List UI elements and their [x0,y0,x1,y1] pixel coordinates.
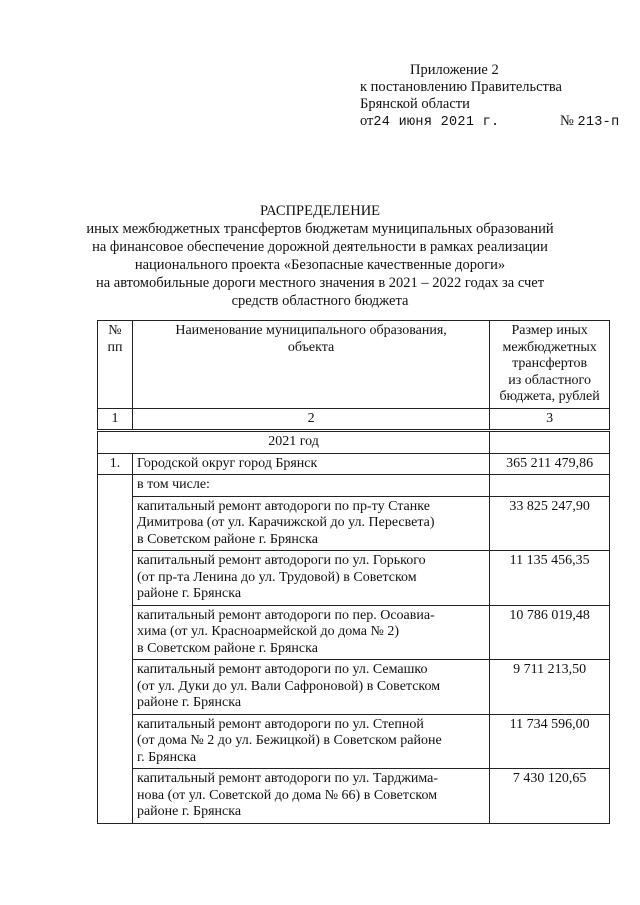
date-line [360,113,620,131]
header-name [132,321,489,409]
object-name [132,551,489,606]
object-name-line: в Советском районе г. Брянска [136,531,318,547]
number-prefix: № [560,113,574,129]
object-name [132,769,489,824]
object-name-line: г. Брянска [136,749,197,765]
object-name-line: хима (от ул. Красноармейской до дома № 2) [136,624,400,639]
title-line: на автомобильные дороги местного значения в 2021 – 2022 годах за счет [95,275,545,291]
decree-number [560,113,619,131]
object-amount: 11 734 596,00 [490,714,610,769]
table-row [98,714,610,769]
including-row [98,475,610,497]
object-name-line: (от дома № 2 до ул. Бежицкой) в Советском районе [136,733,442,748]
object-name-line: капитальный ремонт автодороги по ул. Семашко [136,662,428,677]
header-amount [490,321,610,409]
header-number [98,321,133,409]
document-title [80,202,560,310]
year-label: 2021 год [98,431,490,454]
decree-reference: к постановлению Правительства [360,79,562,95]
row-number: 1. [98,453,133,475]
table-row [98,605,610,660]
municipality-name: Городской округ город Брянск [132,453,489,475]
header-text: межбюджетных [502,339,597,355]
document-header [360,62,620,131]
including-label: в том числе: [132,475,489,497]
column-number-row [98,408,610,431]
object-name-line: (от ул. Дуки до ул. Вали Сафроновой) в Советском [136,678,441,694]
municipality-row [98,453,610,475]
object-name-line: капитальный ремонт автодороги по ул. Степной [136,716,424,732]
object-name-line: капитальный ремонт автодороги по ул. Горького [136,553,426,568]
title-line: иных межбюджетных трансфертов бюджетам муниципальных образований [86,221,554,237]
header-text: трансфертов [512,356,588,371]
table-row [98,769,610,824]
number-value: 213-п [577,115,620,130]
issuing-body: Брянской области [360,96,470,112]
year-row [98,431,610,454]
title-heading: РАСПРЕДЕЛЕНИЕ [259,203,381,219]
column-number: 3 [490,408,610,431]
header-text: из областного [508,372,591,388]
object-name-line: Димитрова (от ул. Карачижской до ул. Пересвета) [136,515,435,530]
object-name-line: районе г. Брянска [136,586,242,601]
empty-cell [490,475,610,497]
header-text: Наименование муниципального образования, [175,323,447,338]
appendix-label: Приложение 2 [410,62,499,78]
object-amount: 9 711 213,50 [490,660,610,715]
distribution-table [97,320,610,824]
object-name-line: в Советском районе г. Брянска [136,640,318,656]
object-amount: 10 786 019,48 [490,605,610,660]
date-value: 24 июня 2021 г. [373,115,500,130]
title-line: национального проекта «Безопасные качественные дороги» [134,257,506,273]
object-name [132,605,489,660]
table-header-row [98,321,610,409]
object-name-line: районе г. Брянска [136,804,242,819]
table-row [98,496,610,551]
object-name-line: (от пр-та Ленина до ул. Трудовой) в Советском [136,569,417,585]
object-name-line: нова (от ул. Советской до дома № 66) в Советском [136,787,438,803]
object-name [132,660,489,715]
date-prefix: от [360,113,374,129]
object-amount: 11 135 456,35 [490,551,610,606]
object-name [132,714,489,769]
column-number: 2 [132,408,489,431]
object-name-line: капитальный ремонт автодороги по пер. Осоавиа- [136,607,435,623]
header-text: Размер иных [511,323,588,338]
object-name-line: районе г. Брянска [136,695,242,710]
column-number: 1 [98,408,133,431]
object-name-line: капитальный ремонт автодороги по пр-ту Станке [136,498,430,514]
table-row [98,660,610,715]
title-line: средств областного бюджета [231,293,409,309]
title-line: на финансовое обеспечение дорожной деятельности в рамках реализации [92,239,548,255]
object-amount: 7 430 120,65 [490,769,610,824]
header-text: объекта [287,339,335,355]
header-text: № [108,323,122,338]
municipality-amount: 365 211 479,86 [490,453,610,475]
object-amount: 33 825 247,90 [490,496,610,551]
empty-cell [98,475,133,824]
object-name [132,496,489,551]
header-text: бюджета, рублей [499,389,600,404]
object-name-line: капитальный ремонт автодороги по ул. Тарджима- [136,771,439,786]
header-text: пп [107,339,123,355]
table-row [98,551,610,606]
empty-cell [490,431,610,454]
